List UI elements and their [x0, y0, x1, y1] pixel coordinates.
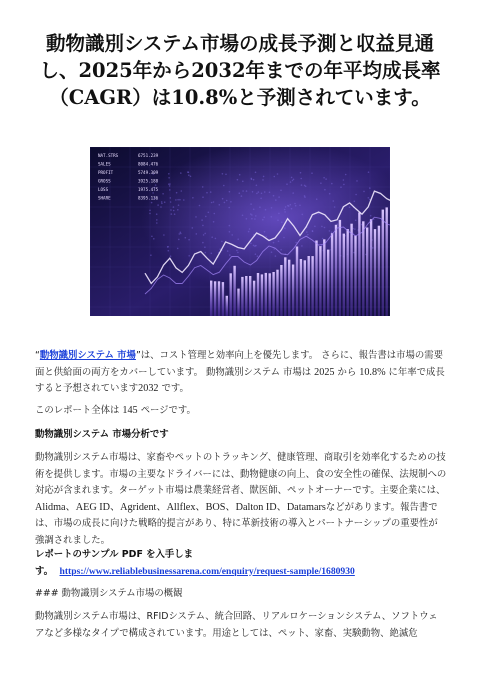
decor-bar	[261, 274, 263, 316]
map-dot	[356, 180, 358, 182]
map-dot	[221, 241, 223, 243]
map-dot	[168, 183, 170, 185]
ticker-label: GROSS	[98, 178, 111, 184]
map-dot	[204, 246, 206, 248]
map-dot	[169, 185, 171, 187]
decor-bar	[237, 289, 239, 316]
map-dot	[318, 213, 320, 215]
map-dot	[290, 204, 292, 206]
map-dot	[239, 192, 241, 194]
map-dot	[161, 201, 163, 203]
map-dot	[162, 193, 164, 195]
map-dot	[170, 197, 172, 199]
map-dot	[255, 172, 257, 174]
map-dot	[213, 201, 215, 203]
company-list: Alidma、AEG ID、Agrident、Allflex、BOS、Dalton ID、Datamars	[35, 501, 326, 513]
map-dot	[242, 190, 244, 192]
map-dot	[280, 249, 282, 251]
map-dot	[324, 227, 326, 229]
map-dot	[292, 180, 294, 182]
map-dot	[236, 250, 238, 252]
decor-bar	[257, 273, 259, 316]
map-dot	[156, 222, 158, 224]
map-dot	[274, 176, 276, 178]
map-dot	[206, 192, 208, 194]
map-dot	[192, 227, 194, 229]
map-dot	[175, 199, 177, 201]
map-dot	[176, 192, 178, 194]
map-dot	[188, 174, 190, 176]
map-dot	[181, 190, 183, 192]
map-dot	[255, 253, 257, 255]
decor-bar	[323, 239, 325, 316]
decor-bar	[265, 273, 267, 316]
decor-bar	[241, 277, 243, 316]
map-dot	[241, 195, 243, 197]
map-dot	[157, 204, 159, 206]
decor-bar	[339, 220, 341, 316]
decor-bar	[370, 219, 372, 316]
map-dot	[331, 183, 333, 185]
map-dot	[322, 238, 324, 240]
decor-bar	[378, 226, 380, 316]
map-dot	[230, 201, 232, 203]
map-dot	[323, 177, 325, 179]
map-dot	[253, 245, 255, 247]
hero-image	[90, 147, 390, 316]
market-link[interactable]: 動物識別システム 市場	[39, 350, 136, 361]
decor-bar	[222, 282, 224, 316]
map-dot	[307, 234, 309, 236]
map-dot	[271, 251, 273, 253]
map-dot	[156, 213, 158, 215]
map-dot	[229, 225, 231, 227]
ticker-value: 6751.239	[138, 153, 159, 158]
title-line-3: （CAGR）は10.8%と予測されています。	[49, 86, 431, 109]
map-dot	[250, 213, 252, 215]
ticker-value: 8084.476	[138, 161, 159, 167]
map-dot	[283, 237, 285, 239]
map-dot	[252, 191, 254, 193]
ticker-label: SHARE	[98, 195, 111, 201]
map-dot	[153, 238, 155, 240]
map-dot	[324, 189, 326, 191]
map-dot	[211, 253, 213, 255]
map-dot	[185, 237, 187, 239]
decor-bar	[300, 259, 302, 316]
map-dot	[349, 206, 351, 208]
ticker-value: 5749.309	[138, 170, 159, 175]
decor-bar	[276, 270, 278, 316]
map-dot	[281, 221, 283, 223]
decor-bar	[292, 265, 294, 317]
map-dot	[271, 216, 273, 218]
decor-bar	[382, 210, 384, 316]
map-dot	[223, 185, 225, 187]
map-dot	[291, 208, 293, 210]
ticker-label: PROFIT	[98, 170, 114, 175]
map-dot	[226, 200, 228, 202]
map-dot	[286, 183, 288, 185]
map-dot	[150, 254, 152, 256]
map-dot	[271, 207, 273, 209]
map-dot	[269, 192, 271, 194]
title-line-1: 動物識別システム市場の成長予測と収益見通	[45, 32, 435, 55]
map-dot	[340, 186, 342, 188]
sample-request: レポートのサンプル PDF を入手しま す。 https://www.reliablebusinessarena.com/enquiry/request-sample/1680930	[35, 549, 355, 577]
map-dot	[278, 241, 280, 243]
map-dot	[300, 172, 302, 174]
map-dot	[295, 205, 297, 207]
map-dot	[261, 193, 263, 195]
decor-bar	[249, 276, 251, 316]
map-dot	[263, 176, 265, 178]
map-dot	[204, 233, 206, 235]
map-dot	[248, 231, 250, 233]
decor-bar	[269, 273, 271, 316]
map-dot	[363, 191, 365, 193]
map-dot	[179, 199, 181, 201]
map-dot	[167, 246, 169, 248]
map-dot	[251, 218, 253, 220]
ticker-value: 8395.136	[138, 195, 159, 201]
map-dot	[320, 182, 322, 184]
map-dot	[255, 215, 257, 217]
decor-bar	[311, 256, 313, 316]
map-dot	[334, 206, 336, 208]
map-dot	[202, 196, 204, 198]
ticker-label: SALES	[98, 161, 111, 167]
map-dot	[178, 239, 180, 241]
map-dot	[246, 218, 248, 220]
map-dot	[155, 184, 157, 186]
decor-bar	[253, 281, 255, 316]
map-dot	[263, 217, 265, 219]
map-dot	[345, 174, 347, 176]
sample-request-link[interactable]: https://www.reliablebusinessarena.com/enquiry/request-sample/1680930	[59, 565, 355, 577]
map-dot	[370, 215, 372, 217]
map-dot	[262, 219, 264, 221]
map-dot	[168, 250, 170, 252]
map-dot	[177, 248, 179, 250]
map-dot	[355, 194, 357, 196]
map-dot	[275, 255, 277, 257]
map-dot	[225, 174, 227, 176]
map-dot	[329, 230, 331, 232]
decor-bar	[230, 273, 232, 316]
decor-bar	[308, 256, 310, 316]
map-dot	[170, 201, 172, 203]
map-dot	[179, 233, 181, 235]
map-dot	[219, 204, 221, 206]
map-dot	[215, 238, 217, 240]
decor-bar	[362, 221, 364, 316]
map-dot	[163, 234, 165, 236]
map-dot	[306, 231, 308, 233]
decor-bar	[343, 234, 345, 316]
map-dot	[295, 242, 297, 244]
decor-bar	[226, 296, 228, 316]
map-dot	[251, 179, 253, 181]
map-dot	[329, 193, 331, 195]
map-dot	[192, 197, 194, 199]
map-dot	[304, 196, 306, 198]
map-dot	[264, 191, 266, 193]
map-dot	[284, 211, 286, 213]
decor-bar	[374, 229, 376, 316]
map-dot	[291, 177, 293, 179]
map-dot	[316, 198, 318, 200]
decor-bar	[315, 241, 317, 317]
map-dot	[222, 173, 224, 175]
map-dot	[254, 218, 256, 220]
map-dot	[229, 191, 231, 193]
map-dot	[180, 172, 182, 174]
map-dot	[290, 181, 292, 183]
map-dot	[355, 220, 357, 222]
map-dot	[164, 201, 166, 203]
map-dot	[152, 192, 154, 194]
map-dot	[301, 245, 303, 247]
map-dot	[227, 250, 229, 252]
map-dot	[250, 203, 252, 205]
financial-chart-illustration	[90, 147, 390, 316]
map-dot	[305, 186, 307, 188]
map-dot	[170, 255, 172, 257]
map-dot	[273, 195, 275, 197]
map-dot	[253, 179, 255, 181]
map-dot	[208, 212, 210, 214]
map-dot	[265, 236, 267, 238]
map-dot	[229, 254, 231, 256]
decor-bar	[354, 236, 356, 316]
map-dot	[242, 181, 244, 183]
decor-bar	[210, 281, 212, 316]
map-dot	[203, 234, 205, 236]
map-dot	[325, 178, 327, 180]
map-dot	[275, 199, 277, 201]
map-dot	[331, 231, 333, 233]
map-dot	[257, 255, 259, 257]
map-dot	[231, 234, 233, 236]
map-dot	[229, 231, 231, 233]
map-dot	[368, 197, 370, 199]
map-dot	[246, 190, 248, 192]
map-dot	[301, 184, 303, 186]
map-dot	[168, 173, 170, 175]
ticker-label: NAT.STRS	[98, 153, 119, 158]
map-dot	[149, 213, 151, 215]
map-dot	[259, 206, 261, 208]
map-dot	[265, 209, 267, 211]
map-dot	[278, 196, 280, 198]
map-dot	[202, 225, 204, 227]
map-dot	[211, 202, 213, 204]
decor-bar	[272, 272, 274, 316]
decor-bar	[214, 281, 216, 316]
map-dot	[168, 177, 170, 179]
map-dot	[343, 179, 345, 181]
map-dot	[205, 216, 207, 218]
map-dot	[180, 232, 182, 234]
map-dot	[258, 191, 260, 193]
map-dot	[205, 252, 207, 254]
map-dot	[237, 238, 239, 240]
decor-bar	[304, 260, 306, 316]
page-title	[30, 30, 450, 111]
map-dot	[256, 193, 258, 195]
map-dot	[177, 209, 179, 211]
map-dot	[178, 204, 180, 206]
title-line-2: し、2025年から2032年までの年平均成長率	[39, 59, 441, 82]
map-dot	[210, 191, 212, 193]
map-dot	[214, 213, 216, 215]
map-dot	[195, 216, 197, 218]
map-dot	[284, 209, 286, 211]
map-dot	[173, 206, 175, 208]
map-dot	[312, 230, 314, 232]
map-dot	[256, 185, 258, 187]
map-dot	[260, 198, 262, 200]
decor-bar	[358, 212, 360, 316]
decor-bar	[327, 250, 329, 316]
intro-paragraph: “動物識別システム 市場”は、コスト管理と効率向上を優先します。 さらに、報告書は市場の需要面と供給面の両方をカバーしています。 動物識別システム 市場は 2025 から 10.8% に年率で成長すると予想されています2032 です。	[35, 350, 445, 394]
map-dot	[156, 219, 158, 221]
analysis-paragraph: 動物識別システム市場は、家畜やペットのトラッキング、健康管理、商取引を効率化するための技術を提供します。市場の主要なドライバーには、動物健康の向上、食の安全性の確保、法規制への対応が含まれます。ターゲット市場は農業経営者、獣医師、ペットオーナーです。主要企業には、Alidma、AEG ID、Agrident、Allflex、BOS、Dalton ID、Datamarsなどがあります。報告書では、市場の成長に向けた戦略的提言があり、特に革新技術の導入とパートナーシップの重要性が強調されました。	[35, 452, 447, 546]
decor-bar	[233, 266, 235, 316]
map-dot	[277, 219, 279, 221]
map-dot	[171, 213, 173, 215]
map-dot	[292, 192, 294, 194]
decor-bar	[366, 228, 368, 317]
decor-bar	[218, 281, 220, 316]
decor-bar	[350, 224, 352, 316]
map-dot	[321, 226, 323, 228]
map-dot	[228, 207, 230, 209]
decor-bar	[319, 246, 321, 316]
map-dot	[300, 178, 302, 180]
ticker-value: 1975.475	[138, 187, 159, 192]
decor-bar	[347, 229, 349, 316]
map-dot	[199, 205, 201, 207]
map-dot	[255, 245, 257, 247]
map-dot	[170, 209, 172, 211]
map-dot	[160, 206, 162, 208]
decor-bar	[296, 247, 298, 317]
map-dot	[264, 231, 266, 233]
map-dot	[311, 172, 313, 174]
map-dot	[190, 176, 192, 178]
map-dot	[354, 228, 356, 230]
map-dot	[354, 201, 356, 203]
map-dot	[174, 213, 176, 215]
map-dot	[151, 236, 153, 238]
map-dot	[237, 179, 239, 181]
map-dot	[196, 233, 198, 235]
map-dot	[369, 187, 371, 189]
map-dot	[337, 223, 339, 225]
map-dot	[302, 214, 304, 216]
map-dot	[249, 228, 251, 230]
map-dot	[273, 242, 275, 244]
map-dot	[239, 174, 241, 176]
ticker-label: LOSS	[98, 187, 109, 192]
decor-bar	[245, 276, 247, 316]
overview-heading: ### 動物識別システム市場の概観	[35, 588, 183, 599]
map-dot	[188, 239, 190, 241]
map-dot	[343, 184, 345, 186]
decor-bar	[280, 265, 282, 316]
map-dot	[177, 199, 179, 201]
map-dot	[284, 227, 286, 229]
map-dot	[294, 203, 296, 205]
map-dot	[202, 242, 204, 244]
analysis-heading: 動物識別システム 市場分析です	[35, 429, 169, 440]
decor-bar	[288, 260, 290, 316]
map-dot	[183, 199, 185, 201]
map-dot	[280, 190, 282, 192]
overview-paragraph: 動物識別システム市場は、RFIDシステム、統合回路、リアルロケーションシステム、ソフトウェアなど多様なタイプで構成されています。用途としては、ペット、家畜、実験動物、絶滅危	[35, 611, 438, 639]
map-dot	[237, 252, 239, 254]
map-dot	[242, 215, 244, 217]
map-dot	[333, 200, 335, 202]
map-dot	[285, 206, 287, 208]
decor-bar	[284, 257, 286, 316]
map-dot	[201, 219, 203, 221]
map-dot	[262, 179, 264, 181]
map-dot	[173, 210, 175, 212]
decor-bar	[335, 225, 337, 316]
map-dot	[222, 198, 224, 200]
map-dot	[287, 205, 289, 207]
map-dot	[278, 213, 280, 215]
map-dot	[253, 209, 255, 211]
map-dot	[368, 171, 370, 173]
page-count-paragraph: このレポート全体は 145 ページです。	[35, 405, 196, 416]
map-dot	[213, 221, 215, 223]
map-dot	[149, 210, 151, 212]
map-dot	[151, 202, 153, 204]
map-dot	[250, 243, 252, 245]
map-dot	[211, 236, 213, 238]
map-dot	[277, 173, 279, 175]
map-dot	[224, 202, 226, 204]
map-dot	[169, 189, 171, 191]
map-dot	[188, 255, 190, 257]
map-dot	[314, 226, 316, 228]
decor-bar	[331, 233, 333, 316]
map-dot	[299, 205, 301, 207]
ticker-value: 3925.188	[138, 178, 159, 184]
map-dot	[188, 172, 190, 174]
map-dot	[202, 186, 204, 188]
map-dot	[161, 203, 163, 205]
